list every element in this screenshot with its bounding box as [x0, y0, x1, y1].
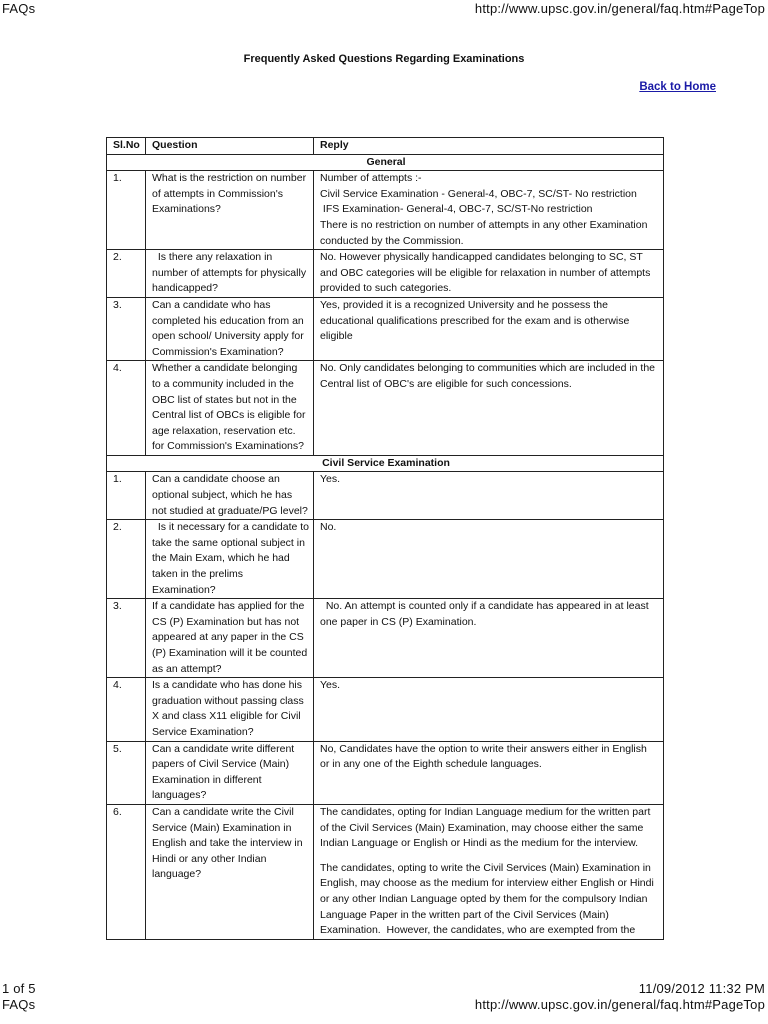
table-row — [107, 678, 664, 741]
reply-line: Yes. — [320, 679, 341, 692]
table-row — [107, 361, 664, 456]
print-header-url: http://www.upsc.gov.in/general/faq.htm#PageTop — [474, 1, 765, 16]
question-cell: If a candidate has applied for the CS (P) Examination but has not appeared at any paper in the CS (P) Examination will it be counted as an attempt? — [146, 599, 314, 678]
table-row — [107, 520, 664, 599]
column-header-reply: Reply — [314, 138, 664, 155]
print-footer-url: http://www.upsc.gov.in/general/faq.htm#PageTop — [474, 997, 765, 1012]
section-title: Civil Service Examination — [107, 455, 664, 472]
row-number: 4. — [107, 678, 146, 741]
reply-cell — [314, 171, 664, 250]
reply-cell — [314, 472, 664, 520]
row-number: 2. — [107, 520, 146, 599]
print-footer-title: FAQs — [2, 997, 36, 1012]
reply-cell — [314, 804, 664, 939]
column-header-slno: Sl.No — [107, 138, 146, 155]
reply-cell — [314, 599, 664, 678]
row-number: 6. — [107, 804, 146, 939]
reply-line: No, Candidates have the option to write their answers either in English or in any one of the Eighth schedule languages. — [320, 742, 650, 771]
print-footer-datetime: 11/09/2012 11:32 PM — [638, 981, 765, 996]
reply-cell — [314, 741, 664, 804]
question-cell: Is it necessary for a candidate to take the same optional subject in the Main Exam, which he had taken in the prelims Examination? — [146, 520, 314, 599]
row-number: 2. — [107, 250, 146, 298]
section-title: General — [107, 154, 664, 171]
back-to-home-link[interactable]: Back to Home — [639, 81, 716, 93]
reply-cell — [314, 297, 664, 360]
table-row — [107, 741, 664, 804]
reply-line: No. Only candidates belonging to communities which are included in the Central list of OBC's are eligible for such concessions. — [320, 362, 658, 390]
table-row — [107, 804, 664, 939]
row-number: 1. — [107, 472, 146, 520]
reply-cell — [314, 361, 664, 456]
reply-paragraph-gap — [320, 852, 659, 861]
section-row — [107, 455, 664, 472]
print-header-title: FAQs — [2, 1, 36, 16]
faq-table-body — [107, 154, 664, 939]
reply-cell — [314, 678, 664, 741]
print-footer-page-count: 1 of 5 — [2, 981, 36, 996]
table-row — [107, 599, 664, 678]
table-row — [107, 171, 664, 250]
table-header-row — [107, 138, 664, 155]
question-cell: Whether a candidate belonging to a community included in the OBC list of states but not in the Central list of OBCs is eligible for age relaxation, reservation etc. for Commission's Examinations? — [146, 361, 314, 456]
question-cell: Can a candidate write different papers of Civil Service (Main) Examination in different languages? — [146, 741, 314, 804]
faq-table — [106, 137, 664, 940]
row-number: 1. — [107, 171, 146, 250]
row-number: 4. — [107, 361, 146, 456]
reply-line: There is no restriction on number of attempts in any other Examination conducted by the Commission. — [320, 218, 651, 247]
table-row — [107, 250, 664, 298]
reply-line: The candidates, opting for Indian Language medium for the written part of the Civil Services (Main) Examination, may choose either the same Indian Language or English or Hindi as the medium for the interview. — [320, 805, 654, 850]
column-header-question: Question — [146, 138, 314, 155]
table-row — [107, 297, 664, 360]
reply-cell — [314, 520, 664, 599]
reply-line: IFS Examination- General-4, OBC-7, SC/ST-No restriction — [320, 203, 593, 216]
row-number: 5. — [107, 741, 146, 804]
question-cell: Is there any relaxation in number of attempts for physically handicapped? — [146, 250, 314, 298]
page-title: Frequently Asked Questions Regarding Examinations — [243, 53, 525, 65]
reply-line: No. An attempt is counted only if a candidate has appeared in at least one paper in CS (P) Examination. — [320, 600, 652, 628]
reply-line: The candidates, opting to write the Civil Services (Main) Examination in English, may choose as the medium for interview either English or Hindi or any other Indian Language opted by them for the compulsory Indian Language Paper in the written part of the Civil Services (Main) Examination. However, the candidates, who are exempted from the — [320, 861, 657, 937]
reply-cell — [314, 250, 664, 298]
row-number: 3. — [107, 599, 146, 678]
section-row — [107, 154, 664, 171]
reply-line: No. — [320, 521, 337, 534]
table-row — [107, 472, 664, 520]
question-cell: Can a candidate who has completed his education from an open school/ University apply for Commission's Examination? — [146, 297, 314, 360]
question-cell: Can a candidate write the Civil Service (Main) Examination in English and take the interview in Hindi or any other Indian language? — [146, 804, 314, 939]
reply-line: No. However physically handicapped candidates belonging to SC, ST and OBC categories will be eligible for relaxation in number of attempts provided to such categories. — [320, 251, 654, 295]
question-cell: Is a candidate who has done his graduation without passing class X and class X11 eligible for Civil Service Examination? — [146, 678, 314, 741]
question-cell: What is the restriction on number of attempts in Commission's Examinations? — [146, 171, 314, 250]
reply-line: Yes, provided it is a recognized University and he possess the educational qualifications prescribed for the exam and is otherwise eligible — [320, 298, 633, 343]
row-number: 3. — [107, 297, 146, 360]
reply-line: Number of attempts :- — [320, 172, 422, 185]
reply-line: Civil Service Examination - General-4, OBC-7, SC/ST- No restriction — [320, 187, 637, 200]
question-cell: Can a candidate choose an optional subject, which he has not studied at graduate/PG level? — [146, 472, 314, 520]
reply-line: Yes. — [320, 473, 341, 486]
